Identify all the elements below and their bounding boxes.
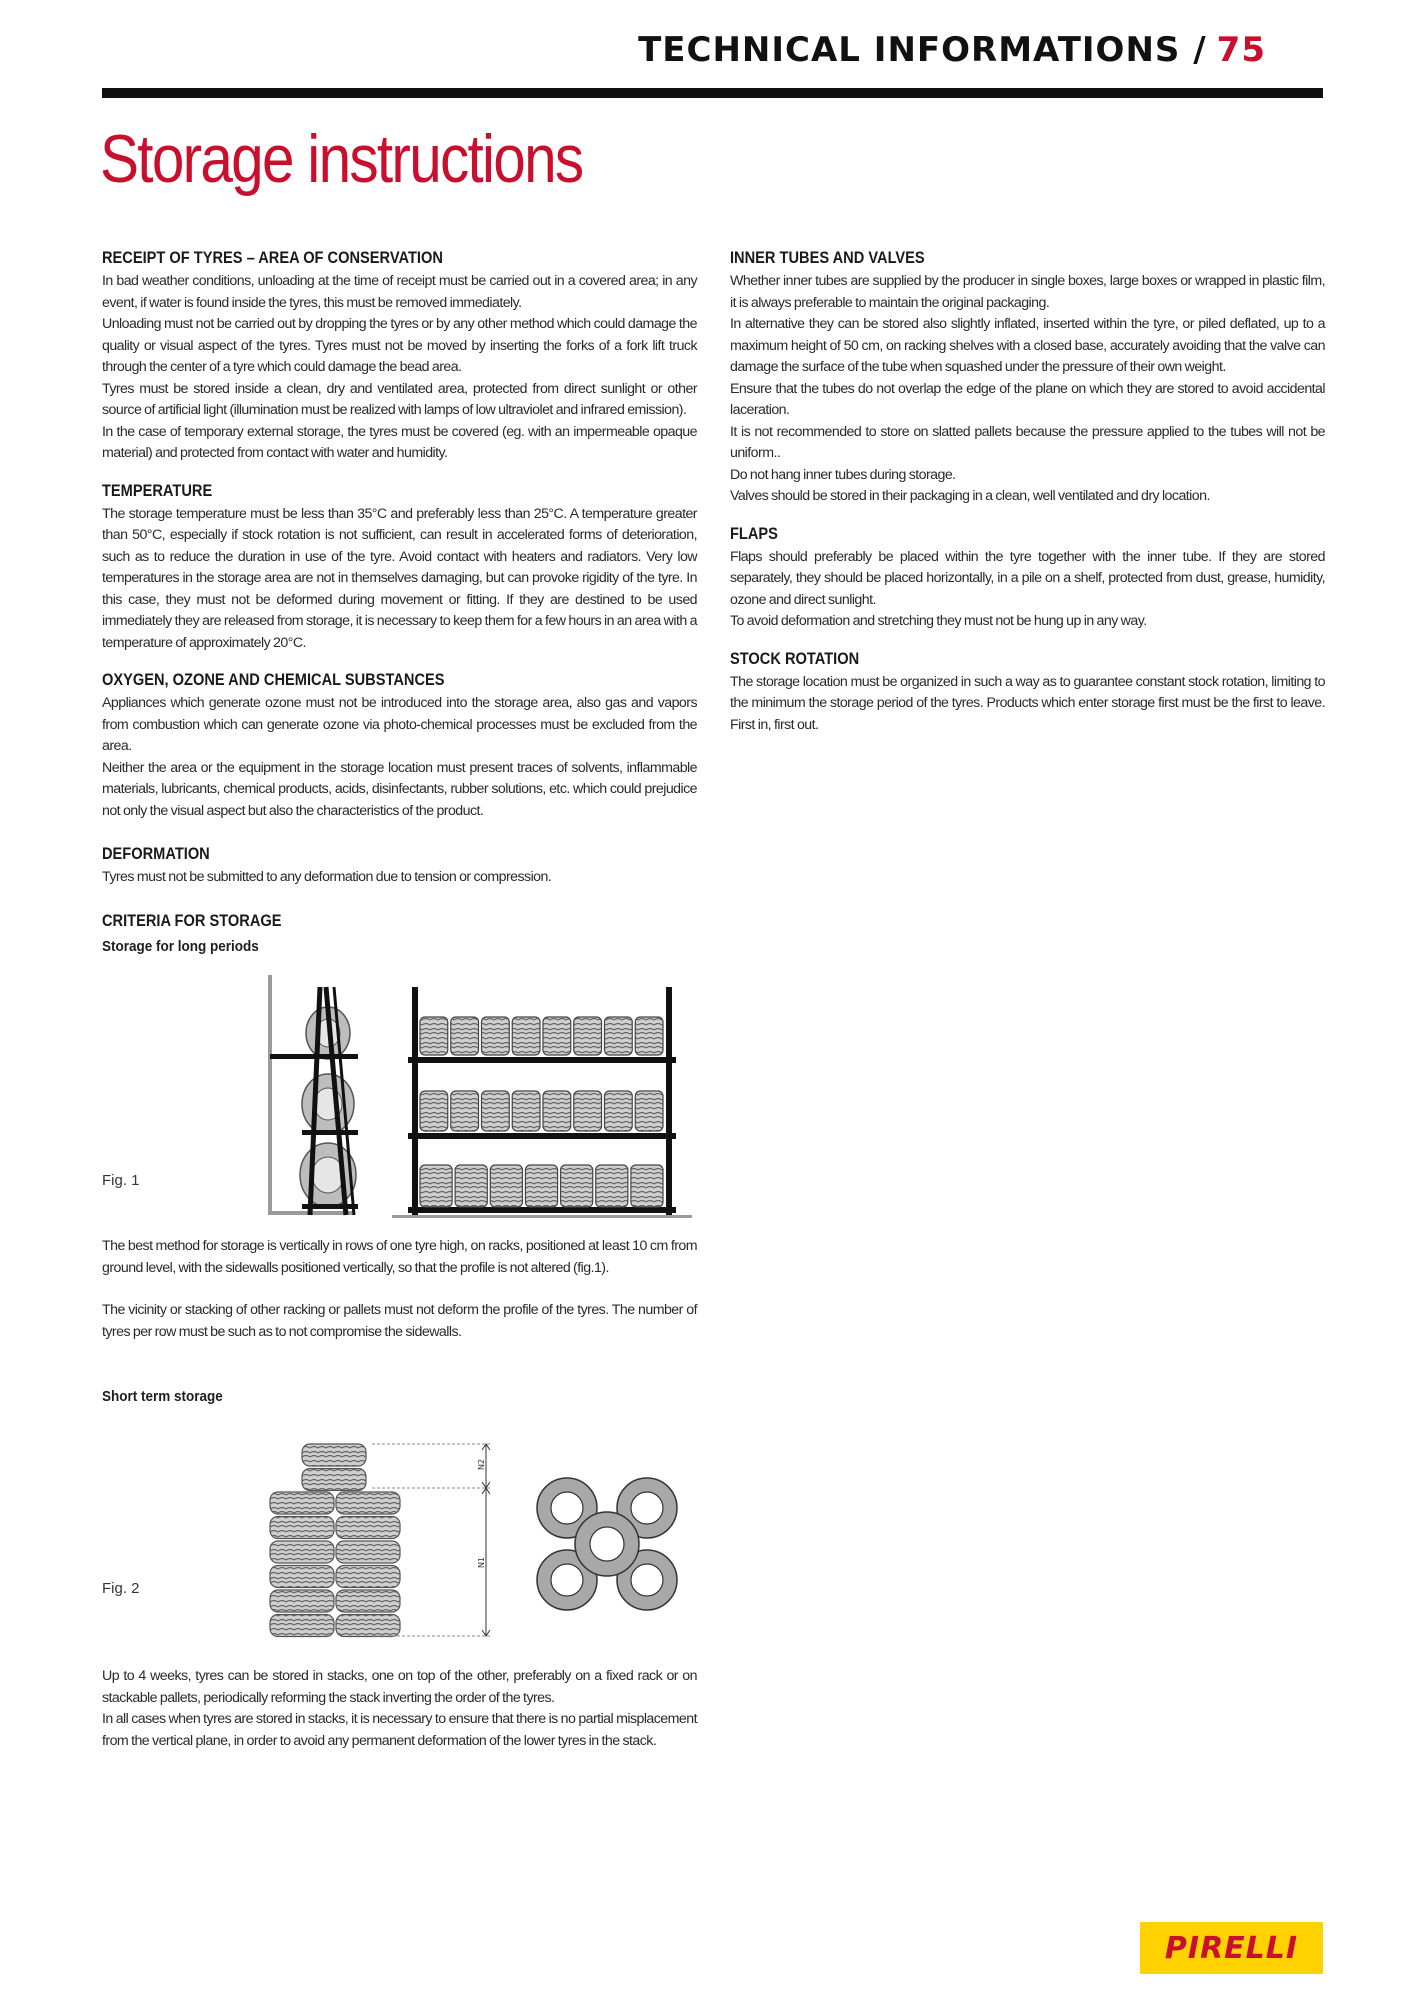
stacked-tyre — [270, 1590, 334, 1612]
section-title: INNER TUBES AND VALVES — [730, 248, 925, 267]
rack-tyre — [543, 1017, 571, 1055]
rack-tyre — [605, 1017, 633, 1055]
short-storage-text — [102, 1666, 697, 1752]
logo-text: PIRELLI — [1164, 1930, 1299, 1966]
section-stock-rotation — [730, 649, 1325, 737]
paragraph: In all cases when tyres are stored in stacks, it is necessary to ensure that there is no partial misplacement from the vertical plane, in order to avoid any permanent deformation of the lower tyres in the stack. — [102, 1711, 697, 1749]
figure-1-racks — [262, 975, 702, 1225]
paragraph: Neither the area or the equipment in the storage location must present traces of solvents, inflammable materials, lubricants, chemical products, acids, disinfectants, rubber solutions, etc. which could prejudice not only the visual aspect but also the characteristics of the product. — [102, 759, 697, 819]
paragraph: Valves should be stored in their packaging in a clean, well ventilated and dry location. — [730, 488, 1210, 504]
stacked-tyre — [336, 1615, 400, 1637]
paragraph: Do not hang inner tubes during storage. — [730, 466, 956, 483]
rack-tyre — [574, 1017, 602, 1055]
stacked-tyre — [270, 1517, 334, 1539]
paragraph: Appliances which generate ozone must not be introduced into the storage area, also gas and vapors from combustion which can generate ozone via photo-chemical processes must be excluded from the area. — [102, 695, 697, 754]
page-number: 75 — [1216, 30, 1266, 70]
paragraph: Whether inner tubes are supplied by the producer in single boxes, large boxes or wrapped in plastic film, it is always preferable to maintain the original packaging. — [730, 273, 1325, 311]
stacked-tyre — [302, 1469, 366, 1491]
paragraph: It is not recommended to store on slatted pallets because the pressure applied to the tubes will not be uniform.. — [730, 423, 1325, 461]
paragraph: In bad weather conditions, unloading at the time of receipt must be carried out in a covered area; in any event, if water is found inside the tyres, this must be removed immediately. — [102, 273, 697, 311]
right-column — [730, 248, 1325, 752]
paragraph: Up to 4 weeks, tyres can be stored in stacks, one on top of the other, preferably on a fixed rack or on stackable pallets, periodically reforming the stack inverting the order of the tyres. — [102, 1668, 697, 1706]
rack-tyre — [512, 1091, 540, 1131]
stacked-tyre — [336, 1517, 400, 1539]
paragraph: Tyres must not be submitted to any deformation due to tension or compression. — [102, 869, 552, 885]
paragraph: The storage temperature must be less than 35°C and preferably less than 25°C. A temperature greater than 50°C, especially if stock rotation is not sufficient, can result in accelerated forms of deterioration, such as to reduce the duration in use of the tyre. Avoid contact with heaters and radiators. Very low temperatures in the storage area are not in themselves damaging, but can provoke rigidity of the tyre. In this case, they must not be deformed during movement or fitting. If they are destined to be used immediately they are released from storage, it is necessary to keep them for a few hours in an area with a temperature of approximately 20°C. — [102, 505, 697, 651]
figure-2-label: Fig. 2 — [102, 1580, 140, 1597]
rack-tyre — [482, 1017, 510, 1055]
rack-tyre — [482, 1091, 510, 1131]
paragraph: In alternative they can be stored also slightly inflated, inserted within the tyre, or piled deflated, up to a maximum height of 50 cm, on racking shelves with a closed base, accurately avoiding that the valve can damage the surface of the tube when squashed under the pressure of their own weight. — [730, 316, 1325, 375]
section-title: FLAPS — [730, 523, 778, 543]
section-title: STOCK ROTATION — [730, 648, 860, 668]
rack-tyre — [596, 1165, 628, 1207]
rack-tyre — [561, 1165, 593, 1207]
pirelli-logo — [1140, 1922, 1323, 1974]
rack-tyre — [420, 1165, 452, 1207]
section-deformation — [102, 844, 697, 889]
rack-tyre — [635, 1017, 663, 1055]
stacked-tyre — [302, 1444, 366, 1466]
paragraph: Ensure that the tubes do not overlap the edge of the plane on which they are stored to avoid accidental laceration. — [730, 380, 1325, 418]
rack-tyre — [420, 1017, 448, 1055]
paragraph: The best method for storage is vertically in rows of one tyre high, on racks, positioned at least 10 cm from ground level, with the sidewalls positioned vertically, so that the profile is not altered (fig.1). — [102, 1238, 697, 1276]
section-title: CRITERIA FOR STORAGE — [102, 910, 282, 930]
rack-tyre — [631, 1165, 663, 1207]
stacked-tyre — [336, 1541, 400, 1563]
figure-2-stacks — [262, 1440, 712, 1640]
paragraph: To avoid deformation and stretching they must not be hung up in any way. — [730, 613, 1147, 629]
subheading-short-storage: Short term storage — [102, 1388, 223, 1405]
section-flaps — [730, 524, 1325, 633]
section-oxygen-ozone — [102, 670, 697, 822]
section-inner-tubes — [730, 248, 1325, 508]
stacked-tyre — [270, 1615, 334, 1637]
stacked-tyre — [336, 1492, 400, 1514]
rack-tyre — [420, 1091, 448, 1131]
tyre-stack-left — [270, 1492, 334, 1637]
rack-tyre — [455, 1165, 487, 1207]
rack-tyre — [605, 1091, 633, 1131]
paragraph: The storage location must be organized in such a way as to guarantee constant stock rotation, limiting to the minimum the storage period of the tyres. Products which enter storage first must be the first to leave. First in, first out. — [730, 673, 1325, 733]
rack-tyre — [512, 1017, 540, 1055]
rack-tyre — [525, 1165, 557, 1207]
paragraph: In the case of temporary external storage, the tyres must be covered (eg. with an impermeable opaque material) and protected from contact with water and humidity. — [102, 423, 697, 461]
paragraph: Tyres must be stored inside a clean, dry and ventilated area, protected from direct sunlight or other source of artificial light (illumination must be realized with lamps of low ultraviolet and infrared emission). — [102, 380, 697, 418]
section-criteria — [102, 911, 697, 931]
paragraph: The vicinity or stacking of other racking or pallets must not deform the profile of the tyres. The number of tyres per row must be such as to not compromise the sidewalls. — [102, 1302, 697, 1340]
section-title: TEMPERATURE — [102, 480, 213, 500]
rack-row-middle — [420, 1091, 663, 1131]
rack-tyre — [635, 1091, 663, 1131]
section-temperature — [102, 481, 697, 655]
rack-tyre — [451, 1017, 479, 1055]
rack-tyre — [574, 1091, 602, 1131]
section-title: RECEIPT OF TYRES – AREA OF CONSERVATION — [102, 248, 443, 267]
tyre-stack-right — [336, 1492, 400, 1637]
dimension-label-n2: N2 — [477, 1458, 486, 1470]
section-receipt — [102, 248, 697, 465]
dimension-label-n1: N1 — [477, 1556, 486, 1568]
rack-tyre — [543, 1091, 571, 1131]
tyre-stack-top — [302, 1444, 366, 1491]
header-section-label: TECHNICAL INFORMATIONS / — [638, 30, 1207, 70]
stacked-tyre — [270, 1541, 334, 1563]
long-storage-text — [102, 1236, 697, 1364]
figure-1-label: Fig. 1 — [102, 1172, 140, 1189]
rack-row-bottom — [420, 1165, 663, 1207]
header-section-title — [638, 30, 1266, 70]
rack-tyre — [490, 1165, 522, 1207]
rack-row-top — [420, 1017, 663, 1055]
paragraph: Unloading must not be carried out by dropping the tyres or by any other method which could damage the quality or visual aspect of the tyres. Tyres must not be moved by inserting the forks of a fork lift truck through the center of a tyre which could damage the bead area. — [102, 316, 697, 375]
stacked-tyre — [336, 1566, 400, 1588]
tyres-top-view — [537, 1478, 677, 1610]
subheading-long-storage: Storage for long periods — [102, 938, 259, 955]
stacked-tyre — [270, 1492, 334, 1514]
rack-tyre — [451, 1091, 479, 1131]
paragraph: Flaps should preferably be placed within the tyre together with the inner tube. If they are stored separately, they should be placed horizontally, in a pile on a shelf, protected from dust, grease, humidity, ozone and direct sunlight. — [730, 548, 1325, 608]
page-title: Storage instructions — [100, 121, 583, 197]
section-title: DEFORMATION — [102, 844, 210, 863]
stacked-tyre — [336, 1590, 400, 1612]
header-divider — [102, 88, 1323, 98]
section-title: OXYGEN, OZONE AND CHEMICAL SUBSTANCES — [102, 670, 445, 689]
left-column — [102, 248, 697, 947]
stacked-tyre — [270, 1566, 334, 1588]
